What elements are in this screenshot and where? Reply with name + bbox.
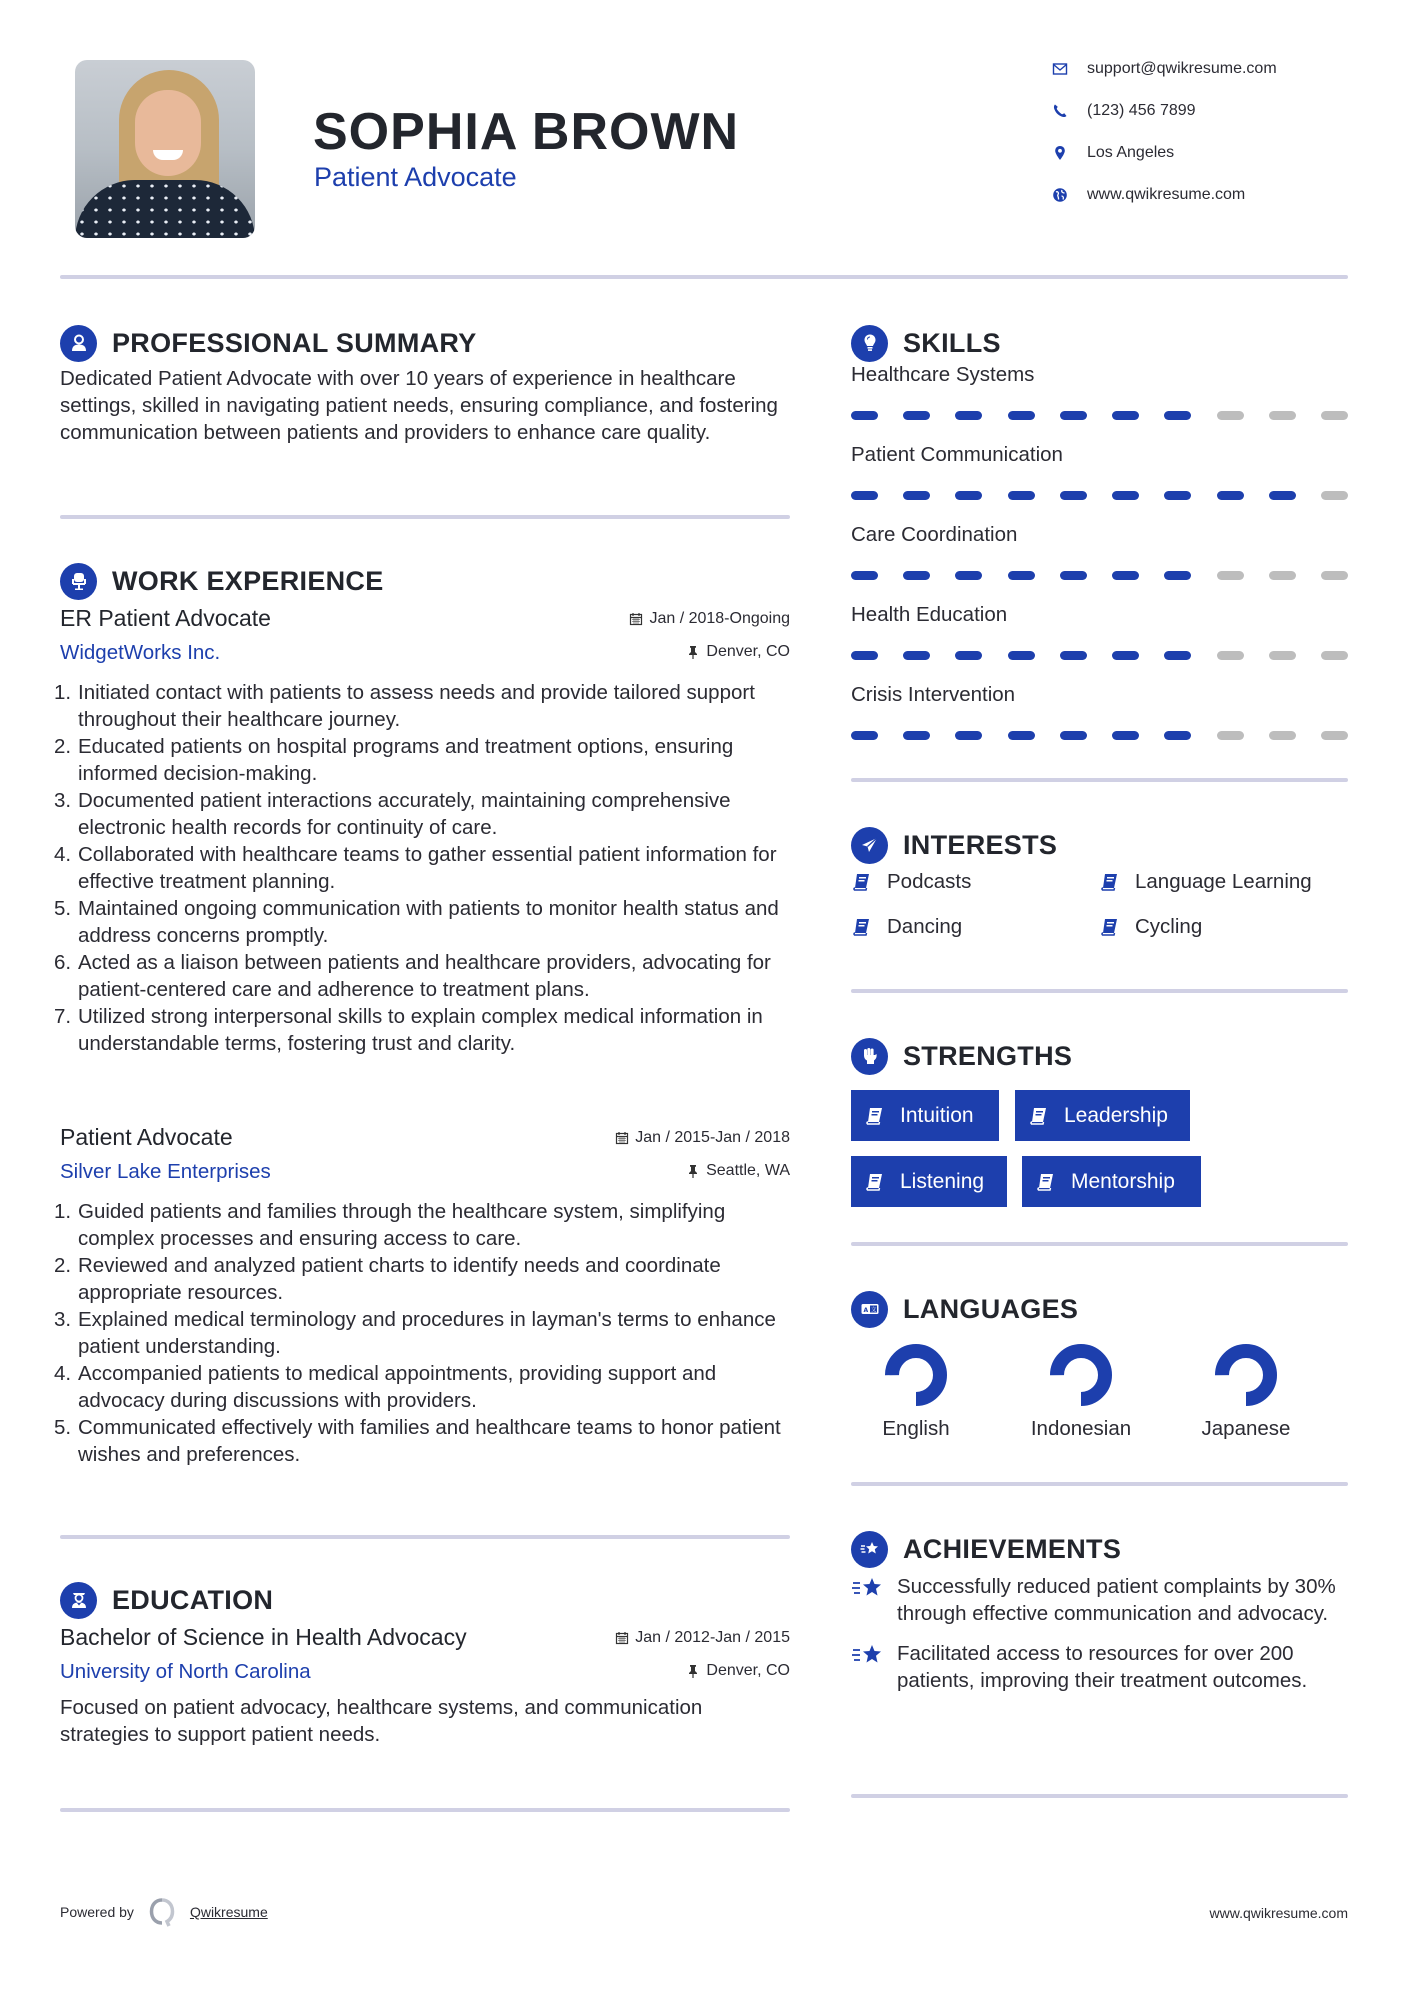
- chair-icon: [60, 563, 97, 600]
- strength-chip: Leadership: [1015, 1090, 1190, 1141]
- strength-chip: Listening: [851, 1156, 1007, 1207]
- skill-item: [851, 363, 1348, 421]
- job-location: Denver, CO: [686, 643, 790, 661]
- skill-level-dot: [851, 731, 878, 740]
- skill-level-dot: [1008, 411, 1035, 420]
- skill-level-dot: [903, 411, 930, 420]
- skill-level-dot: [903, 731, 930, 740]
- contact-location: [1050, 141, 1370, 165]
- book-icon: [1028, 1105, 1050, 1127]
- education-section: [60, 1580, 790, 1748]
- interests-heading: INTERESTS: [903, 829, 1058, 860]
- svg-text:文: 文: [870, 1307, 877, 1314]
- skill-name: Healthcare Systems: [851, 363, 1035, 386]
- lightbulb-icon: [851, 325, 888, 362]
- proficiency-ring: [1214, 1343, 1278, 1407]
- skill-level-meter: [851, 411, 1348, 421]
- summary-heading: PROFESSIONAL SUMMARY: [112, 327, 477, 358]
- candidate-name: SOPHIA BROWN: [313, 103, 740, 161]
- skill-level-dot: [955, 491, 982, 500]
- bullet-item: 5. Maintained ongoing communication with patients to monitor health status and address concerns promptly.: [54, 897, 779, 947]
- globe-icon: [1050, 185, 1070, 205]
- contact-website-text: www.qwikresume.com: [1087, 186, 1246, 203]
- education-divider: [60, 1808, 790, 1812]
- shooting-star-icon: [851, 1642, 885, 1668]
- footer-powered-by: Powered by Qwikresume: [60, 1897, 268, 1927]
- skill-level-dot: [1269, 411, 1296, 420]
- bullet-item: 4. Accompanied patients to medical appointments, providing support and advocacy during discussions with providers.: [54, 1362, 717, 1412]
- skill-level-dot: [1060, 491, 1087, 500]
- footer-website[interactable]: www.qwikresume.com: [1209, 1905, 1348, 1921]
- education-location: Denver, CO: [686, 1662, 790, 1680]
- skill-level-dot: [1008, 491, 1035, 500]
- pushpin-icon: [686, 1664, 700, 1678]
- contact-website[interactable]: [1050, 183, 1370, 207]
- skill-level-dot: [903, 491, 930, 500]
- book-icon: [851, 871, 873, 893]
- experience-heading: WORK EXPERIENCE: [112, 565, 384, 596]
- skill-level-dot: [955, 731, 982, 740]
- skill-name: Care Coordination: [851, 523, 1018, 546]
- bullet-item: 1. Guided patients and families through the healthcare system, simplifying complex processes and ensuring access to care.: [54, 1200, 726, 1250]
- achievements-divider: [851, 1794, 1348, 1798]
- skill-level-dot: [955, 411, 982, 420]
- skill-level-dot: [1217, 651, 1244, 660]
- fist-icon: [851, 1038, 888, 1075]
- interest-item: Dancing: [851, 912, 962, 942]
- book-icon: [864, 1105, 886, 1127]
- skill-item: [851, 523, 1348, 581]
- pushpin-icon: [686, 1164, 700, 1178]
- achievements-section: [851, 1529, 1348, 1694]
- pushpin-icon: [686, 645, 700, 659]
- degree-title: Bachelor of Science in Health Advocacy: [60, 1624, 467, 1650]
- contact-phone-text: (123) 456 7899: [1087, 102, 1196, 119]
- contact-location-text: Los Angeles: [1087, 144, 1175, 161]
- book-icon: [864, 1171, 886, 1193]
- experience-divider: [60, 1535, 790, 1539]
- skill-level-meter: [851, 651, 1348, 661]
- skill-level-dot: [851, 411, 878, 420]
- skill-level-dot: [1164, 651, 1191, 660]
- strengths-section: [851, 1036, 1348, 1216]
- skill-level-dot: [851, 651, 878, 660]
- skill-level-dot: [851, 491, 878, 500]
- skill-level-dot: [955, 651, 982, 660]
- skill-level-dot: [1321, 731, 1348, 740]
- candidate-title: Patient Advocate: [314, 162, 517, 192]
- map-pin-icon: [1050, 143, 1070, 163]
- shooting-star-icon: [851, 1575, 885, 1601]
- phone-icon: [1050, 101, 1070, 121]
- education-dates: Jan / 2012-Jan / 2015: [615, 1629, 790, 1647]
- skill-level-dot: [1112, 731, 1139, 740]
- job-dates: Jan / 2018-Ongoing: [629, 610, 790, 628]
- interest-item: Podcasts: [851, 867, 971, 897]
- strength-chip: Intuition: [851, 1090, 999, 1141]
- skill-level-dot: [1269, 651, 1296, 660]
- job-company: Silver Lake Enterprises: [60, 1160, 271, 1183]
- skill-level-dot: [955, 571, 982, 580]
- summary-text: Dedicated Patient Advocate with over 10 years of experience in healthcare settings, skilled in navigating patient needs, ensuring compliance, and fostering communication between patients and providers to enhance care quality.: [60, 367, 778, 444]
- book-icon: [1099, 916, 1121, 938]
- strength-chip: Mentorship: [1022, 1156, 1201, 1207]
- interests-divider: [851, 989, 1348, 993]
- strengths-heading: STRENGTHS: [903, 1040, 1073, 1071]
- skill-level-dot: [1060, 411, 1087, 420]
- skills-list: [851, 363, 1348, 741]
- skill-name: Crisis Intervention: [851, 683, 1016, 706]
- contact-email-text: support@qwikresume.com: [1087, 60, 1277, 77]
- skill-name: Health Education: [851, 603, 1008, 626]
- skill-level-dot: [851, 571, 878, 580]
- bullet-item: 6. Acted as a liaison between patients and healthcare providers, advocating for patient-centered care and adherence to treatment plans.: [54, 951, 771, 1001]
- profile-photo: [75, 60, 255, 238]
- achievement-item: Successfully reduced patient complaints by 30% through effective communication and advocacy.: [851, 1573, 1348, 1627]
- education-heading: EDUCATION: [112, 1584, 274, 1615]
- contact-phone[interactable]: [1050, 99, 1370, 123]
- qwikresume-logo-icon: [148, 1897, 176, 1927]
- skill-level-dot: [1112, 651, 1139, 660]
- skills-heading: SKILLS: [903, 327, 1001, 358]
- skill-level-dot: [1217, 491, 1244, 500]
- job-title: Patient Advocate: [60, 1124, 233, 1150]
- proficiency-ring: [1049, 1343, 1113, 1407]
- skill-level-dot: [1321, 651, 1348, 660]
- skill-level-dot: [1217, 571, 1244, 580]
- skill-level-dot: [1112, 571, 1139, 580]
- interest-item: Language Learning: [1099, 867, 1312, 897]
- skill-level-dot: [1060, 651, 1087, 660]
- svg-text:A: A: [863, 1307, 868, 1314]
- book-icon: [851, 916, 873, 938]
- skill-level-dot: [1217, 411, 1244, 420]
- bullet-item: 1. Initiated contact with patients to assess needs and provide tailored support throughout their healthcare journey.: [54, 681, 755, 731]
- languages-divider: [851, 1482, 1348, 1486]
- skills-divider: [851, 778, 1348, 782]
- calendar-icon: [629, 612, 643, 626]
- bullet-item: 3. Explained medical terminology and procedures in layman's terms to enhance patient understanding.: [54, 1308, 776, 1358]
- skill-level-dot: [1008, 731, 1035, 740]
- job-dates: Jan / 2015-Jan / 2018: [615, 1129, 790, 1147]
- bullet-item: 7. Utilized strong interpersonal skills to explain complex medical information in understandable terms, fostering trust and clarity.: [54, 1005, 763, 1055]
- skills-section: [851, 323, 1348, 741]
- skill-item: [851, 603, 1348, 661]
- skill-level-dot: [1164, 571, 1191, 580]
- skill-level-dot: [1112, 411, 1139, 420]
- job-bullets: [54, 679, 790, 1057]
- skill-level-dot: [1164, 411, 1191, 420]
- skill-name: Patient Communication: [851, 443, 1063, 466]
- experience-section: [54, 561, 790, 1057]
- bullet-item: 2. Reviewed and analyzed patient charts to identify needs and coordinate appropriate resources.: [54, 1254, 721, 1304]
- skill-level-dot: [1321, 491, 1348, 500]
- calendar-icon: [615, 1131, 629, 1145]
- skill-level-dot: [1269, 491, 1296, 500]
- proficiency-ring: [884, 1343, 948, 1407]
- book-icon: [1099, 871, 1121, 893]
- bullet-item: 4. Collaborated with healthcare teams to gather essential patient information for effective treatment planning.: [54, 843, 777, 893]
- skill-level-dot: [1269, 571, 1296, 580]
- job-location: Seattle, WA: [686, 1162, 790, 1180]
- user-icon: [60, 325, 97, 362]
- translate-icon: [851, 1291, 888, 1328]
- language-item: Indonesian: [1016, 1343, 1146, 1441]
- skill-level-dot: [1269, 731, 1296, 740]
- language-item: Japanese: [1181, 1343, 1311, 1441]
- summary-divider: [60, 515, 790, 519]
- skill-level-dot: [1321, 411, 1348, 420]
- interests-section: [851, 825, 1348, 957]
- skill-level-dot: [1008, 651, 1035, 660]
- job-company: WidgetWorks Inc.: [60, 641, 221, 664]
- graduate-icon: [60, 1582, 97, 1619]
- skill-level-dot: [1217, 731, 1244, 740]
- book-icon: [1035, 1171, 1057, 1193]
- skill-level-dot: [1321, 571, 1348, 580]
- contact-email[interactable]: [1050, 57, 1370, 81]
- skill-level-dot: [903, 651, 930, 660]
- job-entry: [54, 1124, 790, 1468]
- envelope-icon: [1050, 59, 1070, 79]
- skill-level-dot: [1164, 731, 1191, 740]
- summary-section: [60, 323, 790, 446]
- skill-level-dot: [1112, 491, 1139, 500]
- skill-level-dot: [903, 571, 930, 580]
- paper-plane-icon: [851, 827, 888, 864]
- achievement-item: Facilitated access to resources for over 200 patients, improving their treatment outcomes.: [851, 1640, 1348, 1694]
- bullet-item: 2. Educated patients on hospital programs and treatment options, ensuring informed decision-making.: [54, 735, 734, 785]
- strengths-divider: [851, 1242, 1348, 1246]
- skill-item: [851, 683, 1348, 741]
- skill-level-meter: [851, 491, 1348, 501]
- skill-item: [851, 443, 1348, 501]
- achievements-heading: ACHIEVEMENTS: [903, 1533, 1122, 1564]
- qwikresume-link[interactable]: Qwikresume: [189, 1904, 268, 1920]
- job-entry: [54, 605, 790, 1057]
- skill-level-meter: [851, 731, 1348, 741]
- school-name: University of North Carolina: [60, 1660, 311, 1683]
- header-divider: [60, 275, 1348, 279]
- bullet-item: 5. Communicated effectively with families and healthcare teams to honor patient wishes and preferences.: [54, 1416, 781, 1466]
- job-title: ER Patient Advocate: [60, 605, 271, 631]
- skill-level-dot: [1008, 571, 1035, 580]
- skill-level-dot: [1164, 491, 1191, 500]
- languages-section: [851, 1289, 1348, 1459]
- job-bullets: [54, 1198, 790, 1468]
- bullet-item: 3. Documented patient interactions accurately, maintaining comprehensive electronic health records for continuity of care.: [54, 789, 731, 839]
- skill-level-meter: [851, 571, 1348, 581]
- shooting-star-icon: [851, 1531, 888, 1568]
- languages-heading: LANGUAGES: [903, 1293, 1079, 1324]
- interest-item: Cycling: [1099, 912, 1202, 942]
- skill-level-dot: [1060, 731, 1087, 740]
- calendar-icon: [615, 1631, 629, 1645]
- language-item: English: [851, 1343, 981, 1441]
- education-description: Focused on patient advocacy, healthcare systems, and communication strategies to support patient needs.: [60, 1696, 703, 1746]
- skill-level-dot: [1060, 571, 1087, 580]
